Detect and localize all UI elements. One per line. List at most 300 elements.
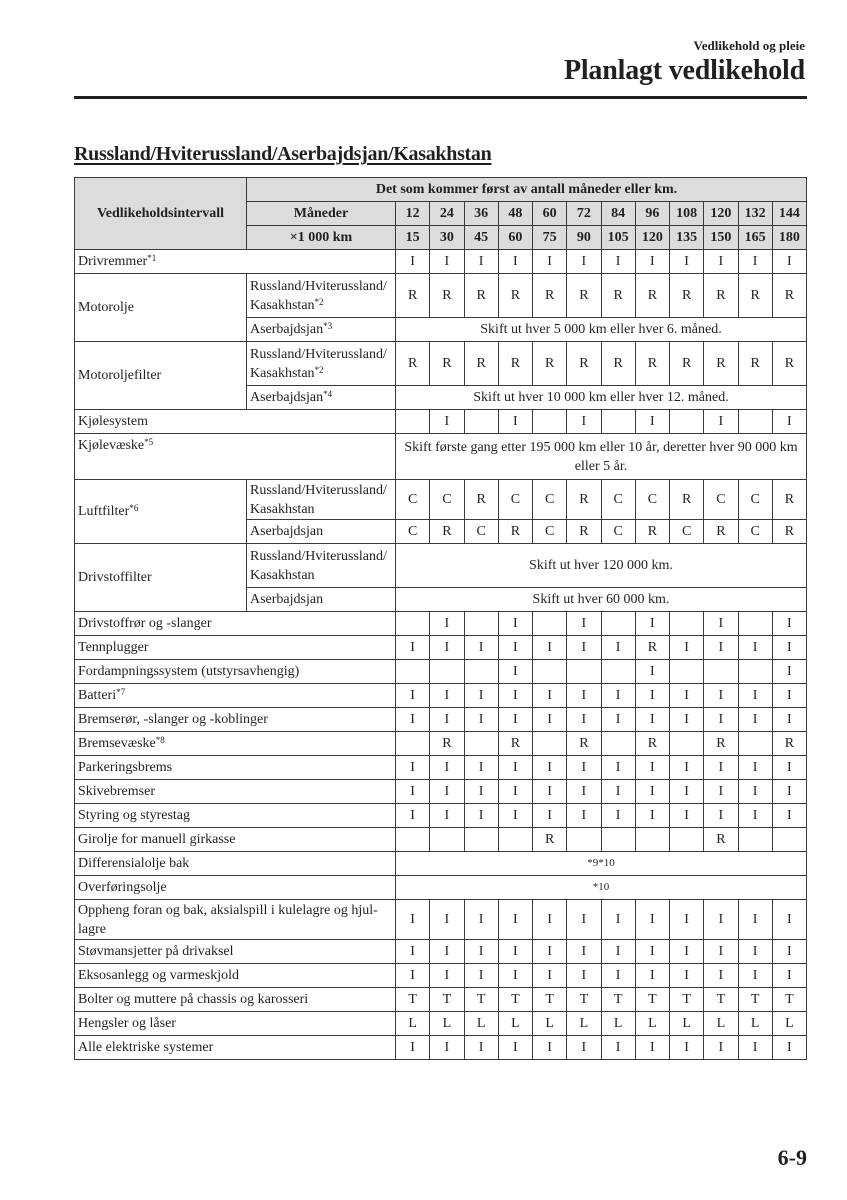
value-cell: I [498,612,532,636]
value-cell [738,410,772,434]
table-row [75,756,807,780]
value-cell: I [738,940,772,964]
value-cell: I [498,250,532,274]
value-cell: I [498,940,532,964]
value-cell: I [772,612,806,636]
value-cell: I [464,250,498,274]
value-cell: T [396,988,430,1012]
value-cell: I [704,756,738,780]
value-cell: L [670,1012,704,1036]
value-cell [601,410,635,434]
km-col: 15 [396,226,430,250]
value-cell [670,660,704,684]
value-cell: L [772,1012,806,1036]
table-row [75,544,807,588]
value-cell: C [601,480,635,520]
value-cell: C [670,520,704,544]
value-cell [430,660,464,684]
table-row [75,480,807,520]
value-cell: I [704,250,738,274]
table-row [75,964,807,988]
value-cell: I [738,900,772,940]
value-cell: I [533,756,567,780]
value-cell: I [635,250,669,274]
value-cell: I [464,636,498,660]
value-cell [464,828,498,852]
value-cell: R [464,274,498,318]
row-label: Drivremmer$^{*1}$ [75,250,396,274]
value-cell: I [430,410,464,434]
value-cell: I [601,708,635,732]
row-label: Drivstoffrør og -slanger [75,612,396,636]
value-cell: I [498,410,532,434]
value-cell: I [396,756,430,780]
value-cell: I [464,1036,498,1060]
value-cell: R [567,274,601,318]
value-cell: R [430,732,464,756]
km-col: 180 [772,226,806,250]
value-cell: I [704,636,738,660]
value-cell: R [635,636,669,660]
value-cell: I [670,940,704,964]
value-cell [533,660,567,684]
row-label: Differensialolje bak [75,852,396,876]
value-cell [464,660,498,684]
value-cell: L [738,1012,772,1036]
month-col: 60 [533,202,567,226]
sub-label: Russland/Hviterussland/ Kasakhstan [247,480,396,520]
km-col: 150 [704,226,738,250]
value-cell: I [772,636,806,660]
month-col: 120 [704,202,738,226]
value-cell: C [533,520,567,544]
row-label: Tennplugger [75,636,396,660]
value-cell: I [464,780,498,804]
value-cell: I [430,964,464,988]
value-cell: I [738,964,772,988]
value-cell: I [430,612,464,636]
row-label: Skivebremser [75,780,396,804]
value-cell: I [601,684,635,708]
value-cell [396,732,430,756]
value-cell: I [533,1036,567,1060]
value-cell: I [464,940,498,964]
value-cell: I [498,804,532,828]
value-cell: T [567,988,601,1012]
value-cell: I [533,804,567,828]
value-cell: I [533,940,567,964]
value-cell: I [567,410,601,434]
value-cell: R [498,342,532,386]
sub-label: Russland/Hviterussland/ Kasakhstan$^{*2}$ [247,342,396,386]
value-cell: I [396,708,430,732]
value-cell [396,612,430,636]
row-label: Hengsler og låser [75,1012,396,1036]
value-cell: T [430,988,464,1012]
months-label: Måneder [247,202,396,226]
value-cell: C [396,520,430,544]
value-cell: I [533,780,567,804]
value-cell: R [567,732,601,756]
value-cell: I [738,684,772,708]
value-cell: I [772,804,806,828]
value-cell: I [430,250,464,274]
value-cell: I [738,708,772,732]
value-cell: I [430,1036,464,1060]
value-cell: I [704,708,738,732]
row-label: Drivstoffilter [75,544,247,612]
value-cell: I [738,1036,772,1060]
sub-label: Aserbajdsjan [247,520,396,544]
value-cell [533,410,567,434]
value-cell: R [430,342,464,386]
row-label: Girolje for manuell girkasse [75,828,396,852]
span-note: Skift ut hver 60 000 km. [396,588,807,612]
value-cell: T [635,988,669,1012]
value-cell: I [498,1036,532,1060]
value-cell: R [567,480,601,520]
value-cell [738,828,772,852]
span-note: Skift ut hver 5 000 km eller hver 6. måned. [396,318,807,342]
value-cell: R [464,480,498,520]
table-row [75,988,807,1012]
value-cell: I [670,636,704,660]
value-cell: I [533,900,567,940]
value-cell: C [635,480,669,520]
value-cell: I [738,250,772,274]
value-cell: I [464,708,498,732]
km-col: 90 [567,226,601,250]
value-cell: I [396,684,430,708]
value-cell: I [670,780,704,804]
value-cell: I [498,780,532,804]
row-label: Overføringsolje [75,876,396,900]
value-cell: I [396,940,430,964]
value-cell: I [396,900,430,940]
value-cell: I [601,940,635,964]
value-cell [772,828,806,852]
value-cell: R [704,274,738,318]
table-row [75,434,807,480]
value-cell: I [601,964,635,988]
value-cell: I [670,708,704,732]
sub-label: Aserbajdsjan [247,588,396,612]
value-cell: I [635,900,669,940]
value-cell: T [738,988,772,1012]
col-header-interval: Vedlikeholdsintervall [75,178,247,250]
value-cell: I [396,804,430,828]
value-cell: I [567,1036,601,1060]
value-cell [464,732,498,756]
page-title: Planlagt vedlikehold [563,55,805,86]
value-cell: R [670,274,704,318]
value-cell [533,612,567,636]
row-label: Kjølevæske$^{*5}$ [75,434,396,480]
region-heading: Russland/Hviterussland/Aserbajdsjan/Kasakhstan [74,143,492,165]
value-cell [670,732,704,756]
value-cell: R [567,342,601,386]
value-cell: R [704,342,738,386]
value-cell: C [396,480,430,520]
value-cell: I [498,708,532,732]
span-note: Skift ut hver 10 000 km eller hver 12. måned. [396,386,807,410]
value-cell: R [772,480,806,520]
km-label: ×1 000 km [247,226,396,250]
value-cell: L [601,1012,635,1036]
value-cell: I [567,612,601,636]
value-cell: I [670,1036,704,1060]
value-cell: R [738,342,772,386]
value-cell: I [567,636,601,660]
value-cell: L [498,1012,532,1036]
value-cell: I [772,684,806,708]
value-cell: I [635,964,669,988]
value-cell [601,732,635,756]
value-cell: I [635,1036,669,1060]
value-cell: I [738,780,772,804]
title-rule [74,96,807,99]
value-cell [464,410,498,434]
row-label: Bolter og muttere på chassis og karosseri [75,988,396,1012]
value-cell: R [498,732,532,756]
value-cell: I [464,900,498,940]
footnote-ref: *9*10 [396,852,807,876]
value-cell: R [567,520,601,544]
value-cell: I [670,756,704,780]
value-cell: C [601,520,635,544]
value-cell: I [601,250,635,274]
value-cell: I [738,804,772,828]
km-col: 45 [464,226,498,250]
value-cell: I [738,636,772,660]
table-row [75,804,807,828]
value-cell: I [635,756,669,780]
km-col: 165 [738,226,772,250]
value-cell: T [601,988,635,1012]
value-cell [635,828,669,852]
span-note: Skift første gang etter 195 000 km eller 10 år, deretter hver 90 000 km eller 5 år. [396,434,807,480]
row-label: Alle elektriske systemer [75,1036,396,1060]
value-cell [704,660,738,684]
row-label: Motoroljefilter [75,342,247,410]
value-cell: I [601,900,635,940]
value-cell: R [464,342,498,386]
value-cell: T [464,988,498,1012]
value-cell [670,612,704,636]
row-label: Støvmansjetter på drivaksel [75,940,396,964]
value-cell: I [772,708,806,732]
value-cell: R [772,274,806,318]
row-label: Bremserør, -slanger og -koblinger [75,708,396,732]
value-cell [601,828,635,852]
value-cell: R [772,342,806,386]
value-cell: R [498,520,532,544]
month-col: 144 [772,202,806,226]
value-cell: R [430,520,464,544]
value-cell: I [430,708,464,732]
table-row [75,828,807,852]
value-cell: C [464,520,498,544]
table-row [75,780,807,804]
value-cell: R [601,342,635,386]
value-cell [738,612,772,636]
value-cell: R [533,342,567,386]
header-row-span [75,178,807,202]
value-cell: I [772,410,806,434]
value-cell: I [772,250,806,274]
value-cell: I [567,804,601,828]
value-cell: I [464,804,498,828]
table-row [75,612,807,636]
table-row [75,852,807,876]
value-cell: I [498,756,532,780]
value-cell: I [498,636,532,660]
table-row [75,636,807,660]
value-cell [601,612,635,636]
value-cell: I [772,900,806,940]
value-cell: I [635,804,669,828]
month-col: 108 [670,202,704,226]
value-cell: R [772,520,806,544]
table-row [75,250,807,274]
row-label: Motorolje [75,274,247,342]
row-label: Batteri$^{*7}$ [75,684,396,708]
row-label: Styring og styrestag [75,804,396,828]
value-cell: R [704,520,738,544]
value-cell: I [533,708,567,732]
value-cell: I [567,964,601,988]
value-cell: I [635,940,669,964]
value-cell [670,828,704,852]
value-cell: I [567,250,601,274]
value-cell: C [430,480,464,520]
footnote-ref: *10 [396,876,807,900]
value-cell: I [533,964,567,988]
value-cell: I [430,684,464,708]
value-cell: R [498,274,532,318]
value-cell [670,410,704,434]
value-cell: I [704,940,738,964]
value-cell: C [704,480,738,520]
value-cell [533,732,567,756]
value-cell: I [670,964,704,988]
table-row [75,708,807,732]
km-col: 120 [635,226,669,250]
maintenance-schedule-table [74,177,807,1060]
value-cell: I [430,900,464,940]
table-row [75,876,807,900]
table-row [75,732,807,756]
value-cell: L [464,1012,498,1036]
table-row [75,1012,807,1036]
sub-label: Aserbajdsjan$^{*4}$ [247,386,396,410]
value-cell [430,828,464,852]
value-cell: I [567,780,601,804]
value-cell: I [498,684,532,708]
month-col: 132 [738,202,772,226]
row-label: Oppheng foran og bak, aksialspill i kulelagre og hjul-lagre [75,900,396,940]
value-cell: I [396,964,430,988]
value-cell: I [498,964,532,988]
month-col: 36 [464,202,498,226]
value-cell: I [772,964,806,988]
value-cell: I [772,756,806,780]
span-note: Skift ut hver 120 000 km. [396,544,807,588]
table-row [75,684,807,708]
month-col: 72 [567,202,601,226]
value-cell: I [772,1036,806,1060]
value-cell [498,828,532,852]
sub-label: Aserbajdsjan$^{*3}$ [247,318,396,342]
value-cell: T [772,988,806,1012]
value-cell: C [738,480,772,520]
value-cell: I [704,900,738,940]
value-cell: R [635,274,669,318]
value-cell: I [601,756,635,780]
value-cell: I [601,1036,635,1060]
value-cell: R [738,274,772,318]
value-cell: I [635,410,669,434]
value-cell [567,660,601,684]
value-cell: I [772,780,806,804]
value-cell: I [635,708,669,732]
value-cell: I [635,684,669,708]
value-cell: I [396,780,430,804]
value-cell: I [670,804,704,828]
value-cell: R [601,274,635,318]
value-cell [601,660,635,684]
value-cell [396,828,430,852]
value-cell: I [498,900,532,940]
sub-label: Russland/Hviterussland/ Kasakhstan [247,544,396,588]
value-cell: R [396,274,430,318]
value-cell [567,828,601,852]
value-cell: I [601,636,635,660]
value-cell: I [670,900,704,940]
row-label: Bremsevæske$^{*8}$ [75,732,396,756]
value-cell: I [738,756,772,780]
value-cell: I [704,612,738,636]
value-cell: C [533,480,567,520]
value-cell: I [533,684,567,708]
value-cell [738,732,772,756]
value-cell: I [567,900,601,940]
value-cell: I [567,940,601,964]
col-header-span: Det som kommer først av antall måneder eller km. [247,178,807,202]
value-cell: L [635,1012,669,1036]
value-cell: I [430,804,464,828]
value-cell: I [464,756,498,780]
value-cell: I [704,1036,738,1060]
value-cell: L [704,1012,738,1036]
value-cell: C [498,480,532,520]
month-col: 12 [396,202,430,226]
value-cell: I [670,684,704,708]
table-row [75,900,807,940]
page-number: 6-9 [777,1145,807,1170]
value-cell: I [396,636,430,660]
value-cell: R [704,828,738,852]
value-cell: I [704,684,738,708]
value-cell: R [635,520,669,544]
value-cell: I [430,780,464,804]
value-cell: L [533,1012,567,1036]
row-label: Parkeringsbrems [75,756,396,780]
value-cell: I [396,250,430,274]
value-cell: I [772,660,806,684]
row-label: Fordampningssystem (utstyrsavhengig) [75,660,396,684]
value-cell: T [704,988,738,1012]
